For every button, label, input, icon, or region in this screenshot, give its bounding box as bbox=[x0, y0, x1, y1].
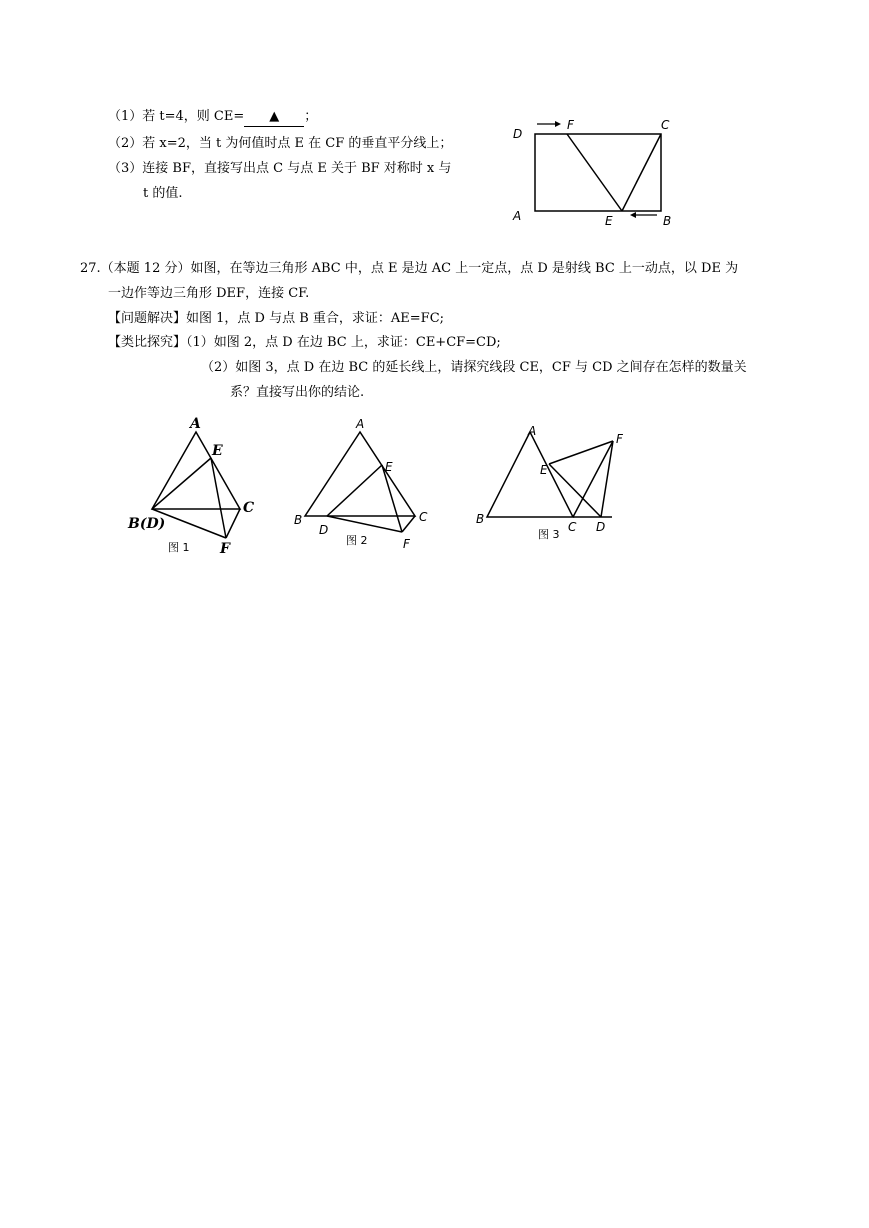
label-c: C bbox=[568, 520, 577, 534]
segment-cf bbox=[226, 509, 240, 538]
figure-3 bbox=[470, 410, 650, 560]
analogy-explore-2-continued: 系？直接写出你的结论. bbox=[230, 385, 365, 400]
segment-de bbox=[327, 465, 382, 516]
segment-cf bbox=[402, 516, 415, 532]
question-26-1-text: （1）若 t=4，则 CE= bbox=[108, 109, 245, 124]
figure-3-caption: 图 3 bbox=[538, 528, 560, 541]
segment-de bbox=[549, 464, 601, 517]
question-26-2: （2）若 x=2，当 t 为何值时点 E 在 CF 的垂直平分线上； bbox=[108, 136, 453, 151]
segment-df bbox=[327, 516, 402, 532]
analogy-explore-1: 【类比探究】（1）如图 2，点 D 在边 BC 上，求证：CE+CF=CD; bbox=[108, 335, 501, 350]
figure-2-caption: 图 2 bbox=[346, 534, 368, 547]
label-a: A bbox=[356, 417, 365, 431]
question-26-3-continued: t 的值. bbox=[143, 186, 183, 201]
question-26-3: （3）连接 BF，直接写出点 C 与点 E 关于 BF 对称时 x 与 bbox=[108, 161, 452, 176]
label-e: E bbox=[385, 460, 393, 474]
label-f: F bbox=[616, 432, 623, 446]
figure-1-caption: 图 1 bbox=[168, 541, 190, 554]
label-c: C bbox=[661, 118, 670, 132]
question-27-header: 27.（本题 12 分）如图，在等边三角形 ABC 中，点 E 是边 AC 上一定点，点 D 是射线 BC 上一动点，以 DE 为 bbox=[80, 261, 739, 276]
segment-ef bbox=[382, 465, 402, 532]
triangle-abc bbox=[305, 432, 415, 516]
label-a: A bbox=[528, 424, 537, 438]
label-e: E bbox=[540, 463, 548, 477]
label-f: F bbox=[403, 537, 410, 551]
segment-fe bbox=[567, 134, 622, 211]
label-e: E bbox=[605, 214, 613, 228]
label-d: D bbox=[319, 523, 329, 537]
question-26-1 bbox=[108, 108, 317, 127]
figure-1 bbox=[120, 410, 270, 560]
problem-solving: 【问题解决】如图 1，点 D 与点 B 重合，求证：AE=FC; bbox=[108, 311, 445, 326]
label-b: B bbox=[663, 214, 672, 228]
question-27-header-continued: 一边作等边三角形 DEF，连接 CF. bbox=[108, 286, 310, 301]
label-d: D bbox=[513, 127, 523, 141]
label-c: C bbox=[243, 500, 255, 516]
label-a: A bbox=[190, 416, 201, 432]
label-a: A bbox=[513, 209, 522, 223]
label-e: E bbox=[212, 443, 223, 459]
label-b: B bbox=[476, 512, 485, 526]
rectangle-figure bbox=[505, 112, 705, 232]
arrow-right-head-icon bbox=[555, 121, 561, 127]
analogy-explore-2: （2）如图 3，点 D 在边 BC 的延长线上，请探究线段 CE，CF 与 CD 之间存在怎样的数量关 bbox=[201, 360, 747, 375]
arrow-left-head-icon bbox=[630, 212, 636, 218]
segment-de bbox=[152, 458, 211, 509]
label-bd: B(D) bbox=[128, 516, 166, 532]
label-f: F bbox=[567, 118, 574, 132]
label-d: D bbox=[596, 520, 606, 534]
question-26-1-end: ； bbox=[304, 109, 318, 124]
label-c: C bbox=[419, 510, 428, 524]
segment-ec bbox=[622, 134, 661, 211]
figure-2 bbox=[290, 410, 440, 560]
label-b: B bbox=[294, 513, 303, 527]
label-f: F bbox=[220, 541, 230, 557]
answer-blank: ▲ bbox=[244, 108, 304, 127]
